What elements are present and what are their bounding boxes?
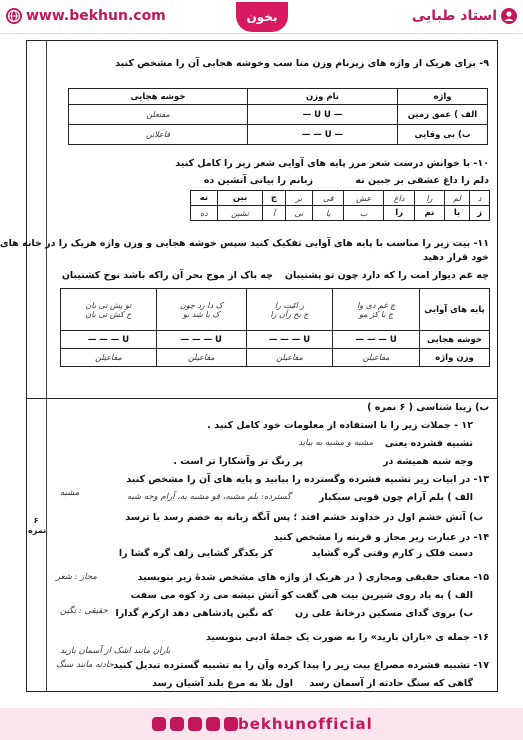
q12-answer-a: مشبه و مشبه به بیاید	[298, 438, 373, 448]
q10-poem-first: دلم را داغ عشقی بر جبین نه	[355, 175, 489, 186]
q11-meter-cell: مفاعیلن	[246, 349, 333, 367]
q13-title: ۱۳- در ابیات زیر تشبیه فشرده وگسترده را بیابید و پایه های آن را مشخص کنید	[126, 474, 489, 485]
q12-item-b: وجه شبه همیشه در	[382, 456, 473, 467]
q13-item-a: الف ) بلم آرام چون قویی سبکبار	[318, 492, 473, 503]
q10-syllable-cell: ز	[470, 206, 490, 221]
q15-answer-b: حقیقی : نگین	[60, 606, 108, 616]
q10-syllable-cell: لم	[444, 191, 469, 206]
q10-syllable-cell: بر	[285, 191, 313, 206]
footer-bar	[0, 708, 523, 740]
q10-syllable-cell: نه	[191, 191, 218, 206]
q13-answer-a: گسترده: بلم مشبه، قو مشبه به، آرام وجه شبه	[126, 492, 291, 502]
q10-syllable-cell: قی	[313, 191, 344, 206]
q11-label-cluster: خوشه هجایی	[420, 331, 490, 349]
q9-meter: — U U —	[248, 105, 398, 125]
q10-syllable-cell: نم	[415, 206, 445, 221]
q11-title-cont: خود قرار دهید	[423, 252, 489, 263]
q10-syllable-cell: را	[384, 206, 415, 221]
social-handle[interactable]: bekhunofficial	[238, 715, 373, 733]
q10-syllable-cell: ب	[344, 206, 384, 221]
q12-item-b-end: پر رنگ تر وآشکارا تر است .	[173, 456, 303, 467]
q9-word: ب) بی وفایی	[398, 125, 488, 145]
q12-title: ۱۲ - جملات زیر را با استفاده از معلومات خود کامل کنید .	[207, 420, 473, 431]
q10-syllable-cell: داغ	[384, 191, 415, 206]
q9-header-meter: نام وزن	[248, 89, 398, 105]
q17-title: ۱۷- تشبیه فشرده مصراع بیت زیر را پیدا کرده وآن را به تشبیه گسترده تبدیل کنید	[113, 660, 489, 671]
q11-meter-cell: مفاعیلن	[61, 349, 157, 367]
q10-title: ۱۰- با خوانش درست شعر مرز پایه های آوایی شعر زیر را کامل کنید	[175, 158, 489, 169]
q16-answer: باران مانند اشک از آسمان بارید	[60, 646, 171, 656]
q9-cluster: مفتعلن	[69, 105, 248, 125]
q17-answer: حادثه مانند سنگ	[56, 660, 114, 670]
q15-answer-a: مجاز : شعر	[56, 572, 97, 582]
aparat-icon[interactable]	[206, 717, 220, 731]
q11-meter-cell: مفاعیلن	[156, 349, 246, 367]
q13-item-b: ب) آتش خشم اول در خداوند خشم افتد ؛ پس آنگه زبانه به خصم رسد یا ترسد	[125, 512, 483, 523]
q11-label-meter: وزن واژه	[420, 349, 490, 367]
q11-label-feet: پایه های آوایی	[420, 289, 490, 331]
q10-syllable-cell: عش	[344, 191, 384, 206]
q9-cluster: فاعلاتن	[69, 125, 248, 145]
globe-icon	[6, 8, 22, 24]
q14-poem-first: دست فلک ز کارم وقتی گره گشاید	[311, 548, 473, 559]
q11-cluster-cell: U — — —	[156, 331, 246, 349]
q11-cluster-cell: U — — —	[246, 331, 333, 349]
q15-title: ۱۵- معنای حقیقی ومجازی ( در هریک از واژه های مشخص شدهٔ زیر بنویسید	[137, 572, 489, 583]
q11-foot-cell: تو پش تی بان ح کش تی بان	[61, 289, 157, 331]
q15-item-a-cont: کو آتش تیشه می زد کوه می سفت	[130, 590, 293, 601]
social-links	[152, 717, 238, 731]
q10-syllable-cell: یا	[313, 206, 344, 221]
q16-title: ۱۶- جمله ی «باران بارید» را به صورت یک جملهٔ ادبی بنویسید	[205, 632, 489, 643]
q10-syllable-cell: با	[444, 206, 469, 221]
instagram-icon[interactable]	[152, 717, 166, 731]
q14-poem-second: کز یکدگر گشایی زلف گره گشا را	[118, 548, 273, 559]
q10-poem-second: زبانم را بیانی آتشین ده	[203, 175, 313, 186]
q17-poem-second: اول بلا به مرغ بلند آشیان رسد	[152, 678, 293, 689]
website-icon[interactable]	[224, 717, 238, 731]
q11-title: ۱۱- بیت زیر را مناسب با پایه های آوایی تفکیک کنید سپس خوشه هجایی و وزن واژه هریک را در خانه های	[0, 238, 489, 249]
q9-table	[68, 88, 488, 145]
teacher-name: استاد طبایی	[411, 8, 497, 24]
q9-meter: — U — —	[248, 125, 398, 145]
q9-header-word: واژه	[398, 89, 488, 105]
q11-cluster-cell: U — — —	[61, 331, 157, 349]
q10-syllable-cell: ج	[263, 191, 285, 206]
q11-foot-cell: ر امّت را ج بح رآن را	[246, 289, 333, 331]
telegram-icon[interactable]	[188, 717, 202, 731]
q10-syllable-cell: را	[415, 191, 445, 206]
header-bar	[0, 0, 523, 34]
q15-item-b-cont: که نگین پادشاهی دهد ازکرم گدارا	[115, 608, 273, 619]
brand-logo[interactable]: بخون	[236, 2, 288, 32]
q12-item-a: تشبیه فشرده یعنی	[384, 438, 473, 449]
q9-header-cluster: خوشه هجایی	[69, 89, 248, 105]
q17-poem-first: گاهی که سنگ حادثه از آسمان رسد	[309, 678, 473, 689]
q15-item-a-word: شیرین بیت هی گفت	[295, 590, 393, 601]
q13-margin-note: مشبه	[60, 488, 80, 498]
q11-analysis-table	[60, 288, 490, 367]
q10-syllable-cell: د	[470, 191, 490, 206]
score-margin-line	[46, 40, 47, 692]
q11-poem-second: چه باک از موج بحر آن راکه باشد نوح کشتیبان	[61, 270, 273, 281]
site-url-link[interactable]: www.bekhun.com	[26, 8, 166, 24]
q10-syllable-table	[190, 190, 490, 221]
q10-syllable-cell: بین	[217, 191, 263, 206]
q15-item-a: الف ) به یاد روی	[395, 590, 473, 601]
q9-word: الف ) عمق زمین	[398, 105, 488, 125]
q14-title: ۱۴- در عبارت زیر مجاز و قرینه را مشخص کنید	[273, 532, 489, 543]
q10-syllable-cell: ده	[191, 206, 218, 221]
q15-item-b: ب) بروی گدای مسکین درخانهٔ علی زن	[295, 608, 473, 619]
q11-meter-cell: مفاعیلن	[333, 349, 420, 367]
q11-cluster-cell: U — — —	[333, 331, 420, 349]
user-icon	[501, 8, 517, 24]
q11-poem-first: چه غم دیوار امت را که دارد چون تو پشتیبان	[284, 270, 489, 281]
q10-syllable-cell: آ	[263, 206, 285, 221]
section-b-score-note: ۶ نمره	[28, 516, 47, 535]
q9-title: ۹- برای هریک از واژه های زیرنام وزن منا سب وخوشه هجایی آن را مشخص کنید	[115, 58, 489, 69]
q11-foot-cell: ک دا رد چون ک با شد نو	[156, 289, 246, 331]
section-b-title: ب) زیبا شناسی ( ۶ نمره )	[367, 402, 489, 413]
q11-foot-cell: چ غم دی وا چ با کز مو	[333, 289, 420, 331]
q10-syllable-cell: تشین	[217, 206, 263, 221]
section-divider	[26, 398, 498, 399]
q10-syllable-cell: نی	[285, 206, 313, 221]
youtube-icon[interactable]	[170, 717, 184, 731]
